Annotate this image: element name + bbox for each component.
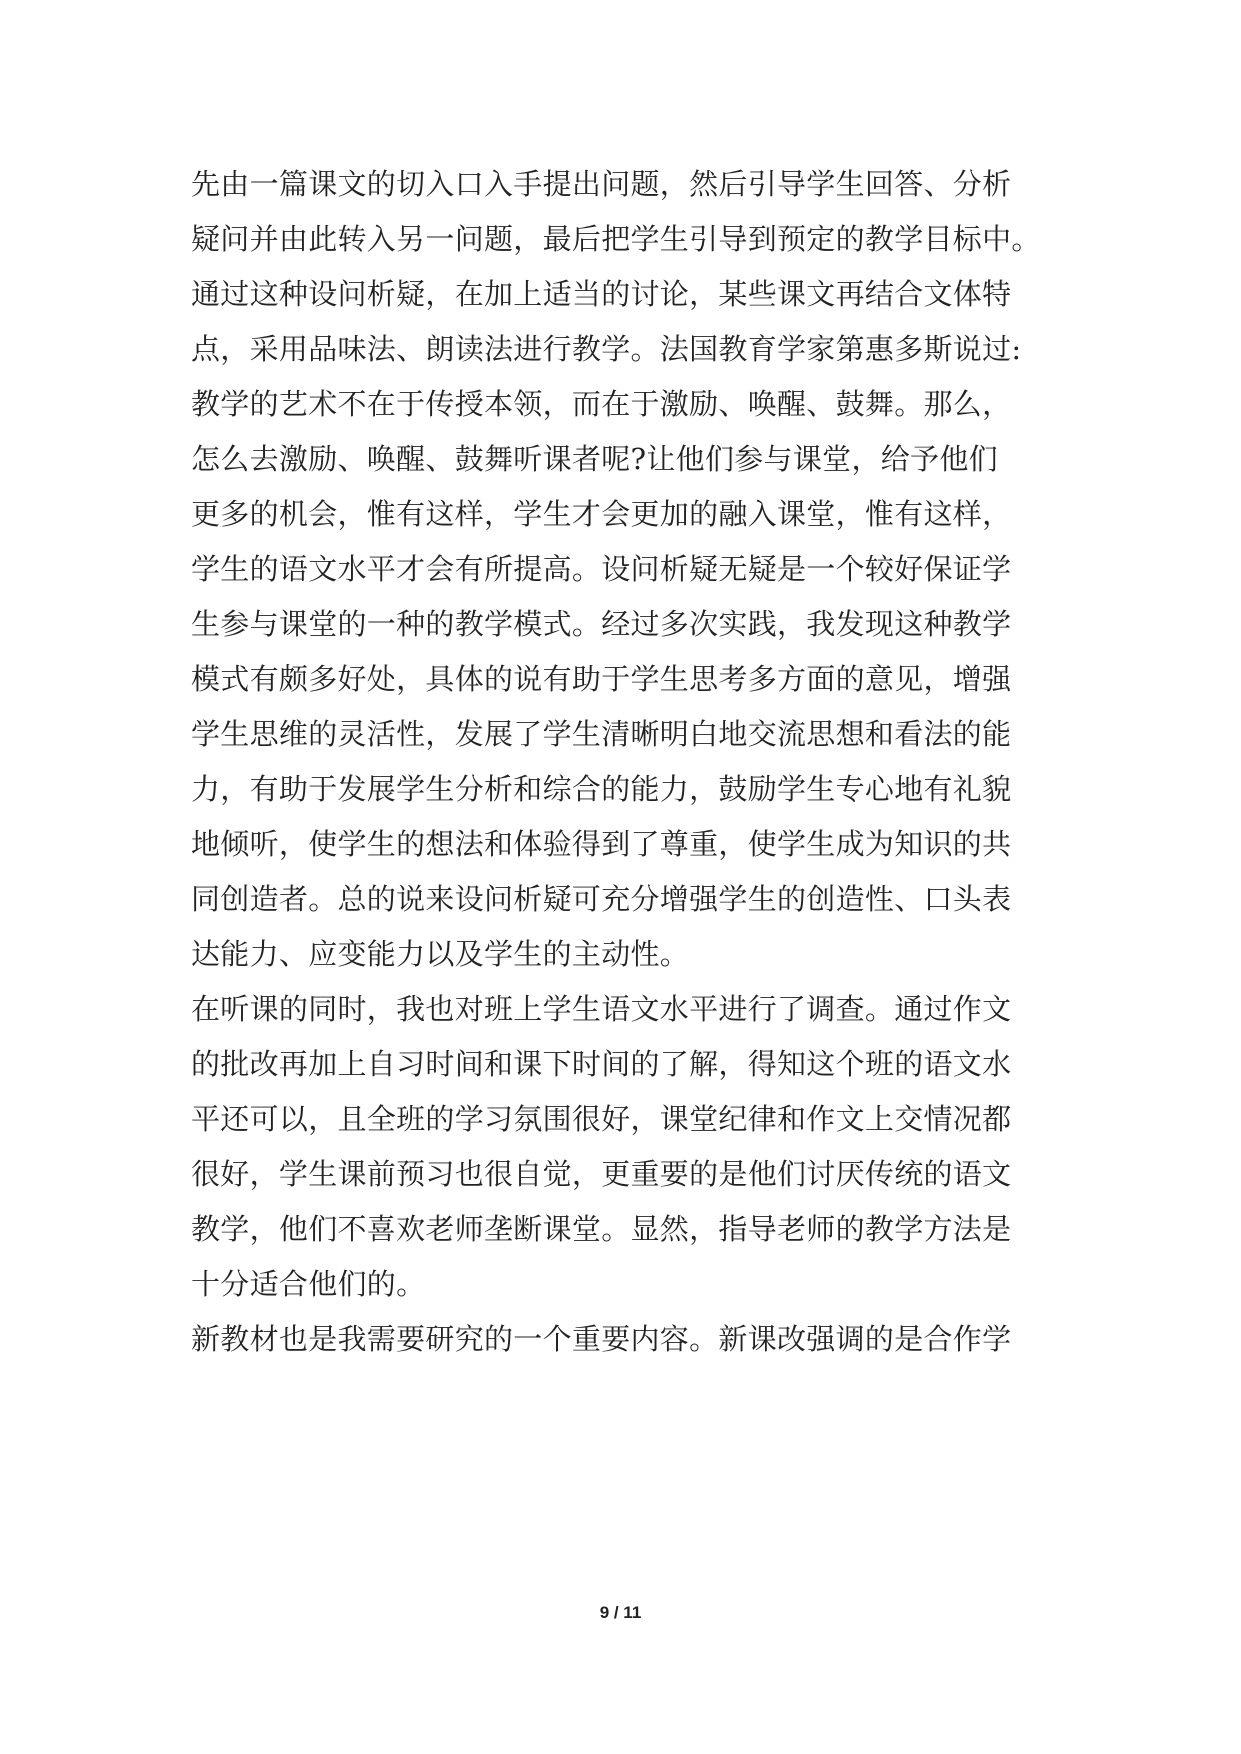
text-line: 很好，学生课前预习也很自觉，更重要的是他们讨厌传统的语文 <box>191 1157 1012 1191</box>
text-line: 通过这种设问析疑，在加上适当的讨论，某些课文再结合文体特 <box>191 277 1012 311</box>
text-line: 同创造者。总的说来设问析疑可充分增强学生的创造性、口头表 <box>191 882 1012 916</box>
text-line: 教学的艺术不在于传授本领，而在于激励、唤醒、鼓舞。那么， <box>191 387 1012 421</box>
text-line: 先由一篇课文的切入口入手提出问题，然后引导学生回答、分析 <box>191 167 1012 201</box>
text-line: 更多的机会，惟有这样，学生才会更加的融入课堂，惟有这样， <box>191 497 1012 531</box>
text-line: 学生思维的灵活性，发展了学生清晰明白地交流思想和看法的能 <box>191 717 1012 751</box>
text-line: 新教材也是我需要研究的一个重要内容。新课改强调的是合作学 <box>191 1322 1012 1356</box>
text-line: 力，有助于发展学生分析和综合的能力，鼓励学生专心地有礼貌 <box>191 772 1012 806</box>
text-line: 十分适合他们的。 <box>191 1267 426 1301</box>
page-number: 9 / 11 <box>599 1603 642 1622</box>
text-line: 平还可以，且全班的学习氛围很好，课堂纪律和作文上交情况都 <box>191 1102 1012 1136</box>
text-line: 地倾听，使学生的想法和体验得到了尊重，使学生成为知识的共 <box>191 827 1012 861</box>
text-line: 模式有颇多好处，具体的说有助于学生思考多方面的意见，增强 <box>191 662 1012 696</box>
text-line: 点，采用品味法、朗读法进行教学。法国教育学家第惠多斯说过: <box>191 332 1022 366</box>
text-line: 疑问并由此转入另一问题，最后把学生引导到预定的教学目标中。 <box>191 222 1041 256</box>
text-line: 生参与课堂的一种的教学模式。经过多次实践，我发现这种教学 <box>191 607 1012 641</box>
body-text <box>191 157 1091 1367</box>
text-line: 教学，他们不喜欢老师垄断课堂。显然，指导老师的教学方法是 <box>191 1212 1012 1246</box>
text-line: 在听课的同时，我也对班上学生语文水平进行了调查。通过作文 <box>191 992 1012 1026</box>
text-line: 学生的语文水平才会有所提高。设问析疑无疑是一个较好保证学 <box>191 552 1012 586</box>
text-line: 的批改再加上自习时间和课下时间的了解，得知这个班的语文水 <box>191 1047 1012 1081</box>
text-line: 怎么去激励、唤醒、鼓舞听课者呢?让他们参与课堂，给予他们 <box>191 442 998 476</box>
text-line: 达能力、应变能力以及学生的主动性。 <box>191 937 690 971</box>
